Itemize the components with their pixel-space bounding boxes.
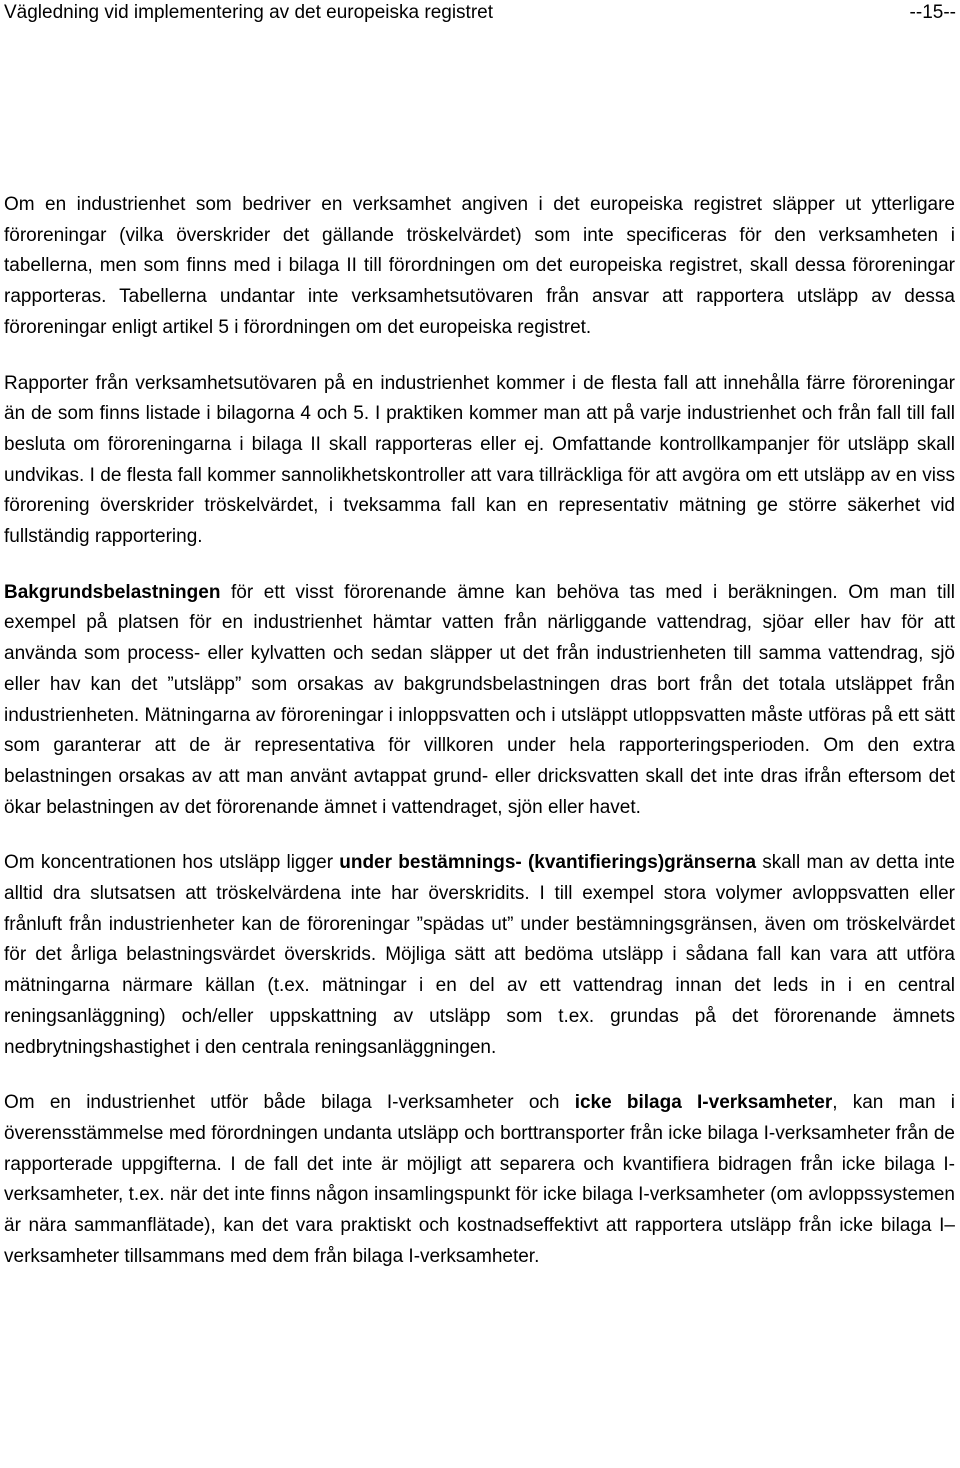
paragraph-2	[4, 369, 955, 553]
paragraph-1	[4, 190, 955, 344]
paragraph-5-text-start: Om en industrienhet utför både bilaga I-verksamheter och	[4, 1092, 575, 1114]
paragraph-3-bold-term: Bakgrundsbelastningen	[4, 581, 221, 603]
paragraph-5-text-end: , kan man i överensstämmelse med förordningen undanta utsläpp och borttransporter från icke bilaga I-verksamheter från de rapporterade uppgifterna. I de fall det inte är möjligt att separera och kvantifiera bidragen från icke bilaga I-verksamheter, t.ex. när det inte finns någon insamlingspunkt för icke bilaga I-verksamheter (om avloppssystemen är nära sammanflätade), kan det vara praktiskt och kostnadseffektivt att rapportera utsläpp från icke bilaga I–verksamheter tillsammans med dem från bilaga I-verksamheter.	[4, 1092, 955, 1267]
paragraph-5-bold-term: icke bilaga I-verksamheter	[574, 1092, 833, 1114]
paragraph-5	[4, 1088, 955, 1272]
paragraph-4	[4, 848, 955, 1063]
page-header	[4, 0, 956, 26]
paragraph-3-text: för ett visst förorenande ämne kan behöva tas med i beräkningen. Om man till exempel på platsen för en industrienhet hämtar vatten från närliggande vattendrag, sjöar eller hav för att använda som process- eller kylvatten och sedan släpper ut det från industrienheten till samma vattendrag, sjö eller hav kan det ”utsläpp” som orsakas av bakgrundsbelastningen dras bort från det totala utsläppet från industrienheten. Mätningarna av föroreningar i inloppsvatten och i utsläppt utloppsvatten måste utföras på ett sätt som garanterar att de är representativa för villkoren under hela rapporteringsperioden. Om den extra belastningen orsakas av att man använt avtappat grund- eller dricksvatten skall det inte dras ifrån eftersom det ökar belastningen av det förorenande ämnet i vattendraget, sjön eller havet.	[4, 581, 955, 818]
paragraph-1-text: Om en industrienhet som bedriver en verksamhet angiven i det europeiska registret släpper ut ytterligare föroreningar (vilka överskrider det gällande tröskelvärdet) som inte specificeras för den verksamheten i tabellerna, men som finns med i bilaga II till förordningen om det europeiska registret, skall dessa föroreningar rapporteras. Tabellerna undantar inte verksamhetsutövaren från ansvar att rapportera utsläpp av dessa föroreningar enligt artikel 5 i förordningen om det europeiska registret.	[4, 194, 955, 338]
paragraph-3	[4, 578, 955, 824]
page-number: --15--	[909, 2, 956, 23]
document-body	[4, 190, 955, 1298]
document-title: Vägledning vid implementering av det europeiska registret	[4, 2, 493, 23]
paragraph-2-text: Rapporter från verksamhetsutövaren på en industrienhet kommer i de flesta fall att innehålla färre föroreningar än de som finns listade i bilagorna 4 och 5. I praktiken kommer man att på varje industrienhet och från fall till fall besluta om föroreningarna i bilaga II skall rapporteras eller ej. Omfattande kontrollkampanjer för utsläpp skall undvikas. I de flesta fall kommer sannolikhetskontroller att vara tillräckliga för att avgöra om ett utsläpp av en viss förorening överskrider tröskelvärdet, i tveksamma fall kan en representativ mätning ge större säkerhet vid fullständig rapportering.	[4, 372, 955, 548]
paragraph-4-text-start: Om koncentrationen hos utsläpp ligger	[4, 852, 340, 874]
paragraph-4-text-end: skall man av detta inte alltid dra slutsatsen att tröskelvärdena inte har överskridits. I till exempel stora volymer avloppsvatten eller frånluft från industrienheter kan de föroreningar ”spädas ut” under bestämningsgränsen, även om tröskelvärdet för det årliga belastningsvärdet överskrids. Möjliga sätt att bedöma utsläpp i sådana fall kan vara att utföra mätningarna närmare källan (t.ex. mätningar i en del av ett vattendrag innan det leds in i en central reningsanläggning) och/eller uppskattning av utsläpp som t.ex. grundas på det förorenande ämnets nedbrytningshastighet i den centrala reningsanläggningen.	[4, 852, 955, 1058]
paragraph-4-bold-term: under bestämnings- (kvantifierings)gränserna	[339, 852, 757, 874]
